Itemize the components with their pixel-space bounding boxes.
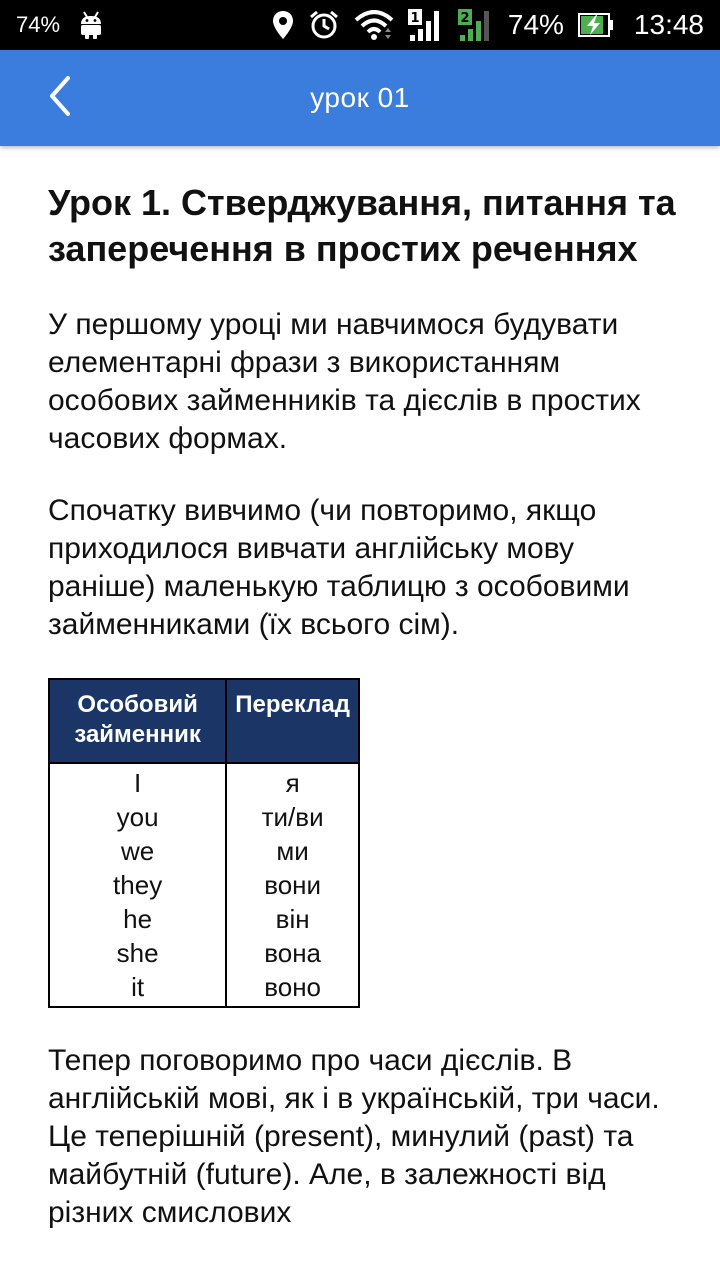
lesson-content[interactable] <box>48 146 678 1280</box>
lesson-heading: Урок 1. Стверджування, питання та заперечення в простих реченнях <box>48 182 676 269</box>
pronoun-cell: she <box>116 938 159 968</box>
alarm-icon <box>308 9 340 41</box>
translation-column <box>226 763 359 1007</box>
translation-cell: я <box>285 768 300 798</box>
pronoun-cell: it <box>131 972 145 1002</box>
pronoun-cell: you <box>116 802 159 832</box>
translation-cell: вони <box>264 870 322 900</box>
header-translation: Переклад <box>226 679 359 763</box>
chevron-left-icon <box>46 74 74 123</box>
status-bar <box>0 0 720 50</box>
battery-percent-left: 74% <box>16 12 61 37</box>
pronoun-cell: they <box>113 870 163 900</box>
lesson-paragraph-pronouns: Спочатку вивчимо (чи повторимо, якщо приходилося вивчати англійську мову раніше) маленькую таблицю з особовими займенниками (їх всього сім). <box>48 494 630 641</box>
back-button[interactable] <box>30 68 90 128</box>
clock-time: 13:48 <box>633 9 704 40</box>
battery-charging-icon <box>578 12 614 38</box>
translation-cell: ми <box>276 836 309 866</box>
table-row <box>49 763 359 1007</box>
pronoun-column <box>49 763 226 1007</box>
translation-cell: воно <box>264 972 322 1002</box>
wifi-icon <box>354 10 394 40</box>
location-icon <box>272 10 294 40</box>
app-bar <box>0 50 720 146</box>
translation-cell: ти/ви <box>261 802 324 832</box>
android-icon <box>78 10 104 40</box>
battery-percent: 74% <box>507 9 564 40</box>
pronoun-cell: he <box>123 904 153 934</box>
pronoun-cell: I <box>134 768 142 798</box>
sim2-label: 2 <box>460 11 470 26</box>
translation-cell: вона <box>264 938 322 968</box>
signal-sim1-icon <box>408 7 444 43</box>
pronoun-table <box>48 678 360 1008</box>
page-title: урок 01 <box>310 82 410 113</box>
translation-cell: він <box>275 904 310 934</box>
table-header-row <box>49 679 359 763</box>
sim1-label: 1 <box>410 11 420 26</box>
lesson-paragraph-tenses: Тепер поговоримо про часи дієслів. В англійській мові, як і в українській, три часи. Це теперішній (present), минулий (past) та майбутній (future). Але, в залежності від різних смислових <box>48 1044 660 1229</box>
pronoun-cell: we <box>121 836 155 866</box>
signal-sim2-icon <box>458 7 494 43</box>
header-pronoun: Особовий займенник <box>49 679 226 763</box>
lesson-paragraph-intro: У першому уроці ми навчимося будувати елементарні фрази з використанням особових займенників та дієслів в простих часових формах. <box>48 308 641 455</box>
